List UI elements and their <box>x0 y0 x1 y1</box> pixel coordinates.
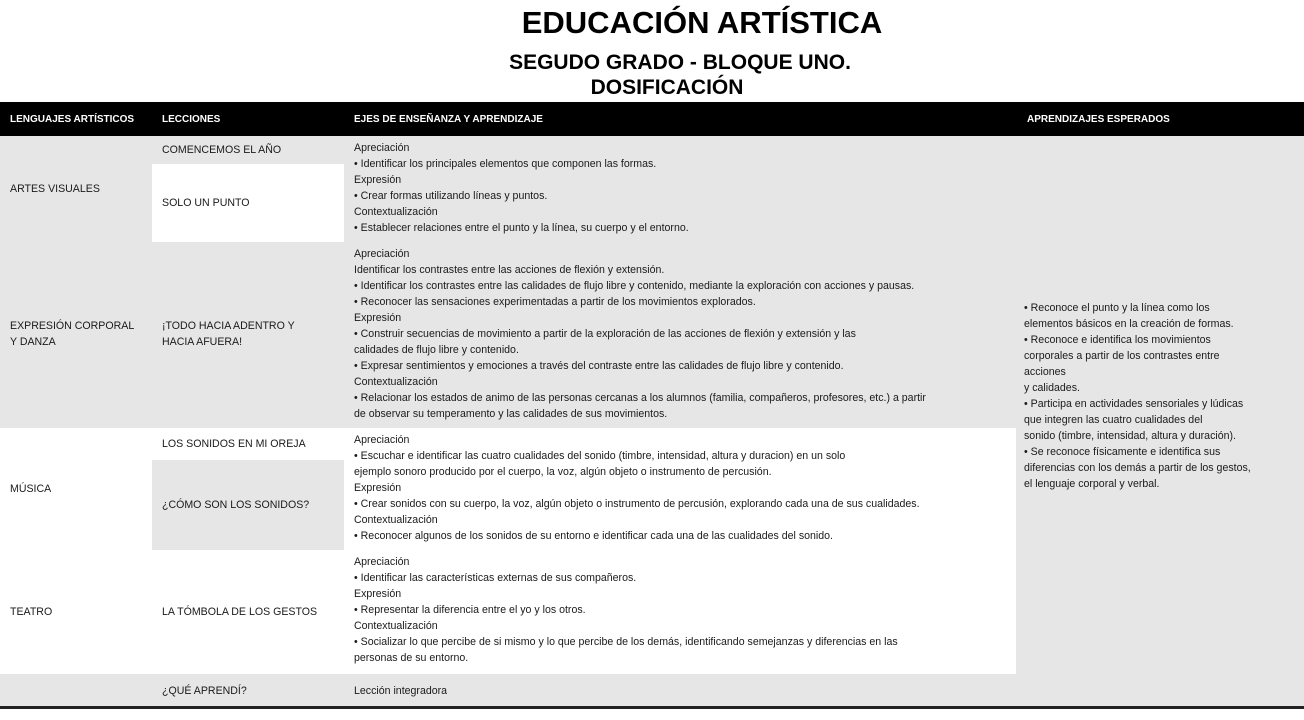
aprendizaje-line: sonido (timbre, intensidad, altura y duración). <box>1024 430 1236 442</box>
eje-line: • Socializar lo que percibe de si mismo y lo que percibe de los demás, identificando semejanzas y diferencias en las <box>354 636 898 648</box>
aprendizaje-line: que integren las cuatro cualidades del <box>1024 414 1203 426</box>
lenguaje-label: EXPRESIÓN CORPORAL <box>10 320 135 332</box>
aprendizaje-line: diferencias con los demás a partir de los gestos, <box>1024 462 1251 474</box>
eje-line: Expresión <box>354 312 402 324</box>
row-expresion-leccion <box>152 242 344 428</box>
eje-line: calidades de flujo libre y contenido. <box>354 344 519 356</box>
eje-line: de observar su temperamento y las calidades de sus movimientos. <box>354 408 668 420</box>
eje-line: • Construir secuencias de movimiento a partir de la exploración de las acciones de flexión y extensión y las <box>354 328 856 340</box>
eje-line: personas de su entorno. <box>354 652 469 664</box>
row-final-leccion <box>152 674 344 708</box>
eje-line: Apreciación <box>354 142 410 154</box>
document-title: EDUCACIÓN ARTÍSTICA <box>521 5 883 40</box>
row-teatro-ejes <box>350 554 1016 672</box>
row-teatro-leccion <box>152 550 344 674</box>
eje-line: ejemplo sonoro producido por el cuerpo, la voz, algún objeto o instrumento de percusión. <box>354 466 772 478</box>
aprendizajes-esperados <box>1020 300 1302 500</box>
leccion-label: ¿CÓMO SON LOS SONIDOS? <box>162 499 310 511</box>
document-subtitle: SEGUDO GRADO - BLOQUE UNO. <box>509 51 851 74</box>
page-bottom-margin <box>0 709 1304 720</box>
leccion-label: COMENCEMOS EL AÑO <box>162 144 282 156</box>
row-final-ejes <box>344 674 1016 708</box>
document-section-title: DOSIFICACIÓN <box>590 76 744 99</box>
dosificacion-table <box>0 102 1304 708</box>
eje-line: Contextualización <box>354 206 438 218</box>
leccion-label: ¿QUÉ APRENDÍ? <box>162 685 247 697</box>
table-header <box>0 102 1304 136</box>
eje-line: • Crear formas utilizando líneas y puntos. <box>354 190 548 202</box>
eje-line: Apreciación <box>354 248 410 260</box>
eje-line: • Representar la diferencia entre el yo y los otros. <box>354 604 586 616</box>
row-musica-leccion-1 <box>152 428 344 460</box>
row-artes-leccion-2 <box>152 164 344 242</box>
eje-line: • Reconocer algunos de los sonidos de su entorno e identificar cada una de las cualidades del sonido. <box>354 530 833 542</box>
eje-line: • Crear sonidos con su cuerpo, la voz, algún objeto o instrumento de percusión, explorando cada una de sus cualidades. <box>354 498 920 510</box>
lenguaje-label: MÚSICA <box>10 483 52 495</box>
row-musica-lenguaje <box>0 428 152 550</box>
row-teatro-lenguaje <box>0 550 152 674</box>
aprendizaje-line: • Reconoce el punto y la línea como los <box>1024 302 1210 314</box>
eje-line: Contextualización <box>354 620 438 632</box>
lenguaje-label: ARTES VISUALES <box>10 183 100 195</box>
aprendizaje-line: corporales a partir de los contrastes entre <box>1024 350 1220 362</box>
eje-line: • Identificar los contrastes entre las calidades de flujo libre y contenido, mediante la exploración con acciones y pausas. <box>354 280 915 292</box>
lenguaje-label: TEATRO <box>10 606 53 618</box>
leccion-label: LA TÓMBOLA DE LOS GESTOS <box>162 606 318 618</box>
header-lenguajes: LENGUAJES ARTÍSTICOS <box>10 114 135 125</box>
eje-line: • Expresar sentimientos y emociones a través del contraste entre las calidades de flujo libre y contenido. <box>354 360 844 372</box>
row-musica-leccion-2 <box>152 460 344 550</box>
eje-line: Identificar los contrastes entre las acciones de flexión y extensión. <box>354 264 665 276</box>
aprendizaje-line: • Participa en actividades sensoriales y lúdicas <box>1024 398 1244 410</box>
eje-line: • Escuchar e identificar las cuatro cualidades del sonido (timbre, intensidad, altura y duracion) en un solo <box>354 450 846 462</box>
eje-line: • Identificar las características externas de sus compañeros. <box>354 572 637 584</box>
eje-line: Contextualización <box>354 376 438 388</box>
leccion-label: HACIA AFUERA! <box>162 336 243 348</box>
eje-line: • Establecer relaciones entre el punto y la línea, su cuerpo y el entorno. <box>354 222 689 234</box>
header-ejes: EJES DE ENSEÑANZA Y APRENDIZAJE <box>354 114 543 125</box>
aprendizaje-line: elementos básicos en la creación de formas. <box>1024 318 1234 330</box>
row-expresion-lenguaje <box>0 242 152 428</box>
eje-line: Expresión <box>354 174 402 186</box>
eje-line: • Reconocer las sensaciones experimentadas a partir de los movimientos explorados. <box>354 296 756 308</box>
leccion-label: SOLO UN PUNTO <box>162 197 250 209</box>
aprendizaje-line: • Reconoce e identifica los movimientos <box>1024 334 1211 346</box>
leccion-label: LOS SONIDOS EN MI OREJA <box>162 438 306 450</box>
aprendizaje-line: el lenguaje corporal y verbal. <box>1024 478 1160 490</box>
row-musica-ejes <box>350 432 1016 548</box>
eje-line: Expresión <box>354 588 402 600</box>
lenguaje-label: Y DANZA <box>10 336 56 348</box>
header-lecciones: LECCIONES <box>162 114 221 125</box>
eje-line: Expresión <box>354 482 402 494</box>
row-artes-lenguaje <box>0 136 152 242</box>
eje-line: • Identificar los principales elementos que componen las formas. <box>354 158 657 170</box>
row-artes-leccion-1 <box>152 136 344 164</box>
eje-line: Contextualización <box>354 514 438 526</box>
row-expresion-ejes <box>350 246 1020 426</box>
row-artes-ejes <box>350 140 1020 240</box>
aprendizaje-line: • Se reconoce físicamente e identifica sus <box>1024 446 1221 458</box>
eje-line: • Relacionar los estados de animo de las personas cercanas a los alumnos (familia, compañeros, profesores, etc.) a partir <box>354 392 926 404</box>
aprendizaje-line: y calidades. <box>1024 382 1080 394</box>
eje-line: Apreciación <box>354 434 410 446</box>
header-aprendizajes: APRENDIZAJES ESPERADOS <box>1027 114 1170 125</box>
leccion-label: ¡TODO HACIA ADENTRO Y <box>162 320 295 332</box>
aprendizaje-line: acciones <box>1024 366 1066 378</box>
eje-line: Apreciación <box>354 556 410 568</box>
eje-line: Lección integradora <box>354 685 448 697</box>
